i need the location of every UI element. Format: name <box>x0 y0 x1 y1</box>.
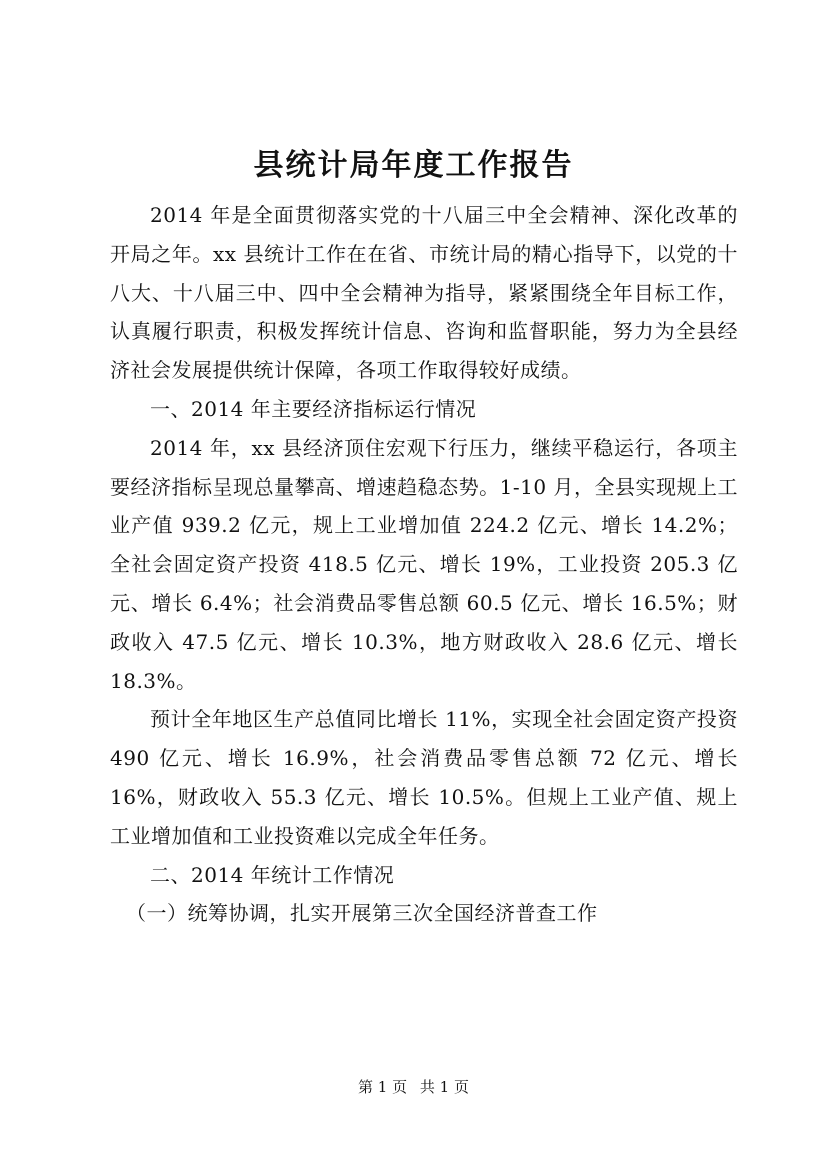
page-number: 第 1 页 <box>358 1078 408 1096</box>
section-heading-1: 一、2014 年主要经济指标运行情况 <box>150 396 477 421</box>
paragraph-intro: 2014 年是全面贯彻落实党的十八届三中全会精神、深化改革的开局之年。xx 县统计工作在在省、市统计局的精心指导下，以党的十八大、十八届三中、四中全会精神为指导，紧紧围绕全年目标工作，认真履行职责，积极发挥统计信息、咨询和监督职能，努力为全县经济社会发展提供统计保障，各项工作取得较好成绩。 <box>110 203 738 383</box>
paragraph-indicators: 2014 年，xx 县经济顶住宏观下行压力，继续平稳运行，各项主要经济指标呈现总量攀高、增速趋稳态势。1-10 月，全县实现规上工业产值 939.2 亿元，规上工业增加值 224.2 亿元、增长 14.2%；全社会固定资产投资 418.5 亿元、增长 19%，工业投资 205.3 亿元、增长 6.4%；社会消费品零售总额 60.5 亿元、增长 16.5%；财政收入 47.5 亿元、增长 10.3%，地方财政收入 28.6 亿元、增长 18.3%。 <box>110 435 738 693</box>
page-total: 共 1 页 <box>419 1078 469 1096</box>
document-body <box>110 196 738 933</box>
paragraph-forecast: 预计全年地区生产总值同比增长 11%，实现全社会固定资产投资 490 亿元、增长 16.9%，社会消费品零售总额 72 亿元、增长 16%，财政收入 55.3 亿元、增长 10.5%。但规上工业产值、规上工业增加值和工业投资难以完成全年任务。 <box>110 707 738 848</box>
section-heading-2: 二、2014 年统计工作情况 <box>150 862 395 887</box>
page-footer <box>0 1076 827 1098</box>
subsection-heading-1: （一）统筹协调，扎实开展第三次全国经济普查工作 <box>126 901 598 926</box>
document-title: 县统计局年度工作报告 <box>253 148 574 183</box>
